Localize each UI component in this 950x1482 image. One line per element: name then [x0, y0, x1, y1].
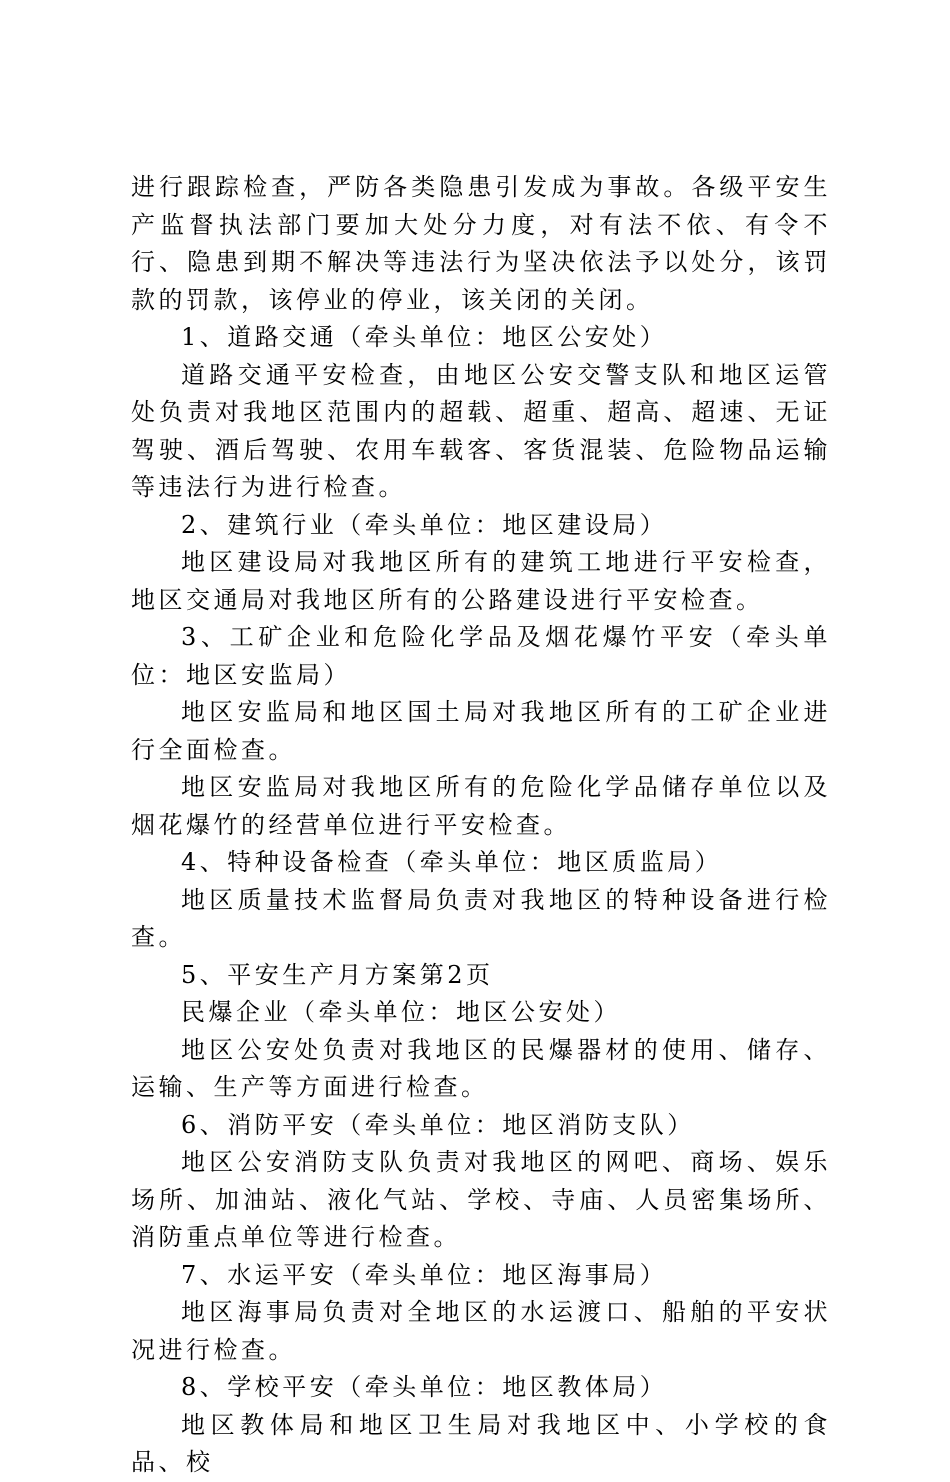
section-heading-explosives: 民爆企业（牵头单位：地区公安处） [181, 998, 621, 1026]
section-heading-road-traffic: 1、道路交通（牵头单位：地区公安处） [181, 323, 668, 351]
paragraph-explosives: 地区公安处负责对我地区的民爆器材的使用、储存、运输、生产等方面进行检查。 [131, 1035, 831, 1101]
section-heading-school-safety: 8、学校平安（牵头单位：地区教体局） [181, 1373, 668, 1401]
section-heading-page-marker: 5、平安生产月方案第2页 [181, 960, 494, 989]
section-heading-special-equipment: 4、特种设备检查（牵头单位：地区质监局） [181, 848, 723, 876]
paragraph-mining: 地区安监局和地区国土局对我地区所有的工矿企业进行全面检查。 [131, 698, 831, 764]
section-heading-mining-chemicals: 3、工矿企业和危险化学品及烟花爆竹平安（牵头单位：地区安监局） [131, 623, 831, 689]
paragraph-water-transport: 地区海事局负责对全地区的水运渡口、船舶的平安状况进行检查。 [131, 1298, 831, 1364]
paragraph-continuation: 进行跟踪检查，严防各类隐患引发成为事故。各级平安生产监督执法部门要加大处分力度，对有法不依、有令不行、隐患到期不解决等违法行为坚决依法予以处分，该罚款的罚款，该停业的停业，该关闭的关闭。 [131, 173, 831, 314]
paragraph-chemicals: 地区安监局对我地区所有的危险化学品储存单位以及烟花爆竹的经营单位进行平安检查。 [131, 773, 831, 839]
paragraph-special-equipment: 地区质量技术监督局负责对我地区的特种设备进行检查。 [131, 885, 831, 951]
paragraph-school-safety: 地区教体局和地区卫生局对我地区中、小学校的食品、校 [131, 1410, 831, 1476]
document-body [131, 169, 831, 1482]
paragraph-construction: 地区建设局对我地区所有的建筑工地进行平安检查，地区交通局对我地区所有的公路建设进行平安检查。 [131, 548, 831, 614]
section-heading-fire-safety: 6、消防平安（牵头单位：地区消防支队） [181, 1110, 695, 1139]
section-heading-water-transport: 7、水运平安（牵头单位：地区海事局） [181, 1260, 668, 1289]
paragraph-road-traffic: 道路交通平安检查，由地区公安交警支队和地区运管处负责对我地区范围内的超载、超重、超高、超速、无证驾驶、酒后驾驶、农用车载客、客货混装、危险物品运输等违法行为进行检查。 [131, 360, 831, 501]
paragraph-fire-safety: 地区公安消防支队负责对我地区的网吧、商场、娱乐场所、加油站、液化气站、学校、寺庙、人员密集场所、消防重点单位等进行检查。 [131, 1148, 831, 1251]
section-heading-construction: 2、建筑行业（牵头单位：地区建设局） [181, 510, 668, 539]
